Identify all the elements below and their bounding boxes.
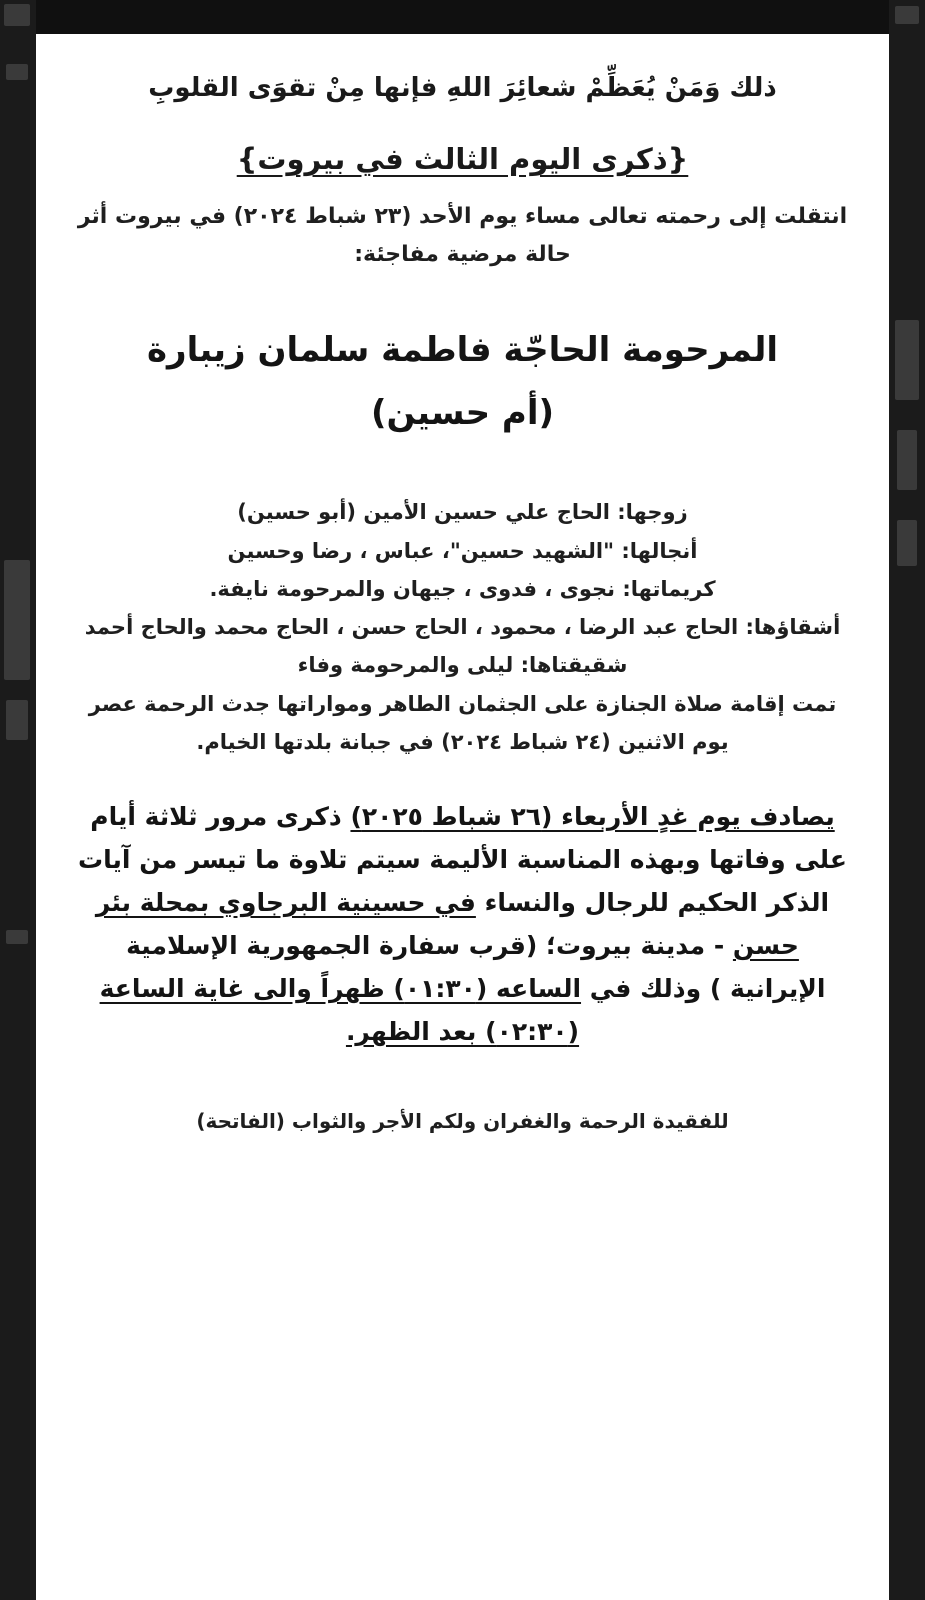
deceased-name: المرحومة الحاجّة فاطمة سلمان زيبارة [146, 330, 778, 371]
memorial-text-1: ذكرى مرور ثلاثة أيام على وفاتها وبهذه المناسبة الأليمة سيتم تلاوة ما تيسر من آيات الذكر الحكيم للرجال والنساء [78, 802, 847, 917]
background-chip [895, 320, 919, 400]
announcement-card [36, 34, 889, 1600]
family-line-daughters: كريماتها: نجوى ، فدوى ، جيهان والمرحومة نايفة. [209, 576, 716, 601]
background-chip [6, 700, 28, 740]
memorial-venue: في حسينية البرجاوي بمحلة بئر حسن [95, 888, 799, 960]
deceased-kunya: (أم حسين) [370, 393, 555, 434]
memorial-date: يصادف يوم غدٍ الأربعاء (٢٦ شباط ٢٠٢٥) [350, 802, 835, 831]
memorial-text-2: - مدينة بيروت؛ (قرب سفارة الجمهورية الإسلامية الإيرانية ) وذلك في [126, 931, 826, 1003]
burial-details: تمت إقامة صلاة الجنازة على الجثمان الطاهر ومواراتها جدث الرحمة عصر يوم الاثنين (٢٤ شباط ٢٠٢٤) في جبانة بلدتها الخيام. [88, 691, 837, 754]
background-chip [897, 430, 917, 490]
closing-prayer: للفقيدة الرحمة والغفران ولكم الأجر والثواب (الفاتحة) [196, 1109, 729, 1133]
family-list [76, 493, 849, 761]
family-line-sons: أنجالها: "الشهيد حسين"، عباس ، رضا وحسين [227, 538, 698, 563]
background-right-strip [889, 0, 925, 1600]
family-line-brothers: أشقاؤها: الحاج عبد الرضا ، محمود ، الحاج حسن ، الحاج محمد والحاج أحمد [84, 615, 841, 640]
background-chip [895, 6, 919, 24]
background-left-strip [0, 0, 36, 1600]
background-chip [4, 4, 30, 26]
memorial-time: الساعه (٠١:٣٠) ظهراً والى غاية الساعة (٠٢:٣٠) بعد الظهر. [99, 974, 582, 1046]
background-chip [6, 64, 28, 80]
family-line-husband: زوجها: الحاج علي حسين الأمين (أبو حسين) [237, 500, 688, 525]
background-chip [6, 930, 28, 944]
background-chip [897, 520, 917, 566]
death-notice-lead: انتقلت إلى رحمته تعالى مساء يوم الأحد (٢٣ شباط ٢٠٢٤) في بيروت أثر حالة مرضية مفاجئة: [77, 204, 848, 267]
page-title: {ذكرى اليوم الثالث في بيروت} [236, 142, 689, 177]
family-line-sisters: شقيقتاها: ليلى والمرحومة وفاء [297, 653, 628, 678]
quran-verse: ذلك وَمَنْ يُعَظِّمْ شعائِرَ اللهِ فإنها مِنْ تقوَى القلوبِ [148, 73, 777, 103]
background-top-strip [0, 0, 925, 34]
announcement-content [36, 34, 889, 1147]
memorial-announcement [76, 795, 849, 1053]
background-chip [4, 560, 30, 680]
